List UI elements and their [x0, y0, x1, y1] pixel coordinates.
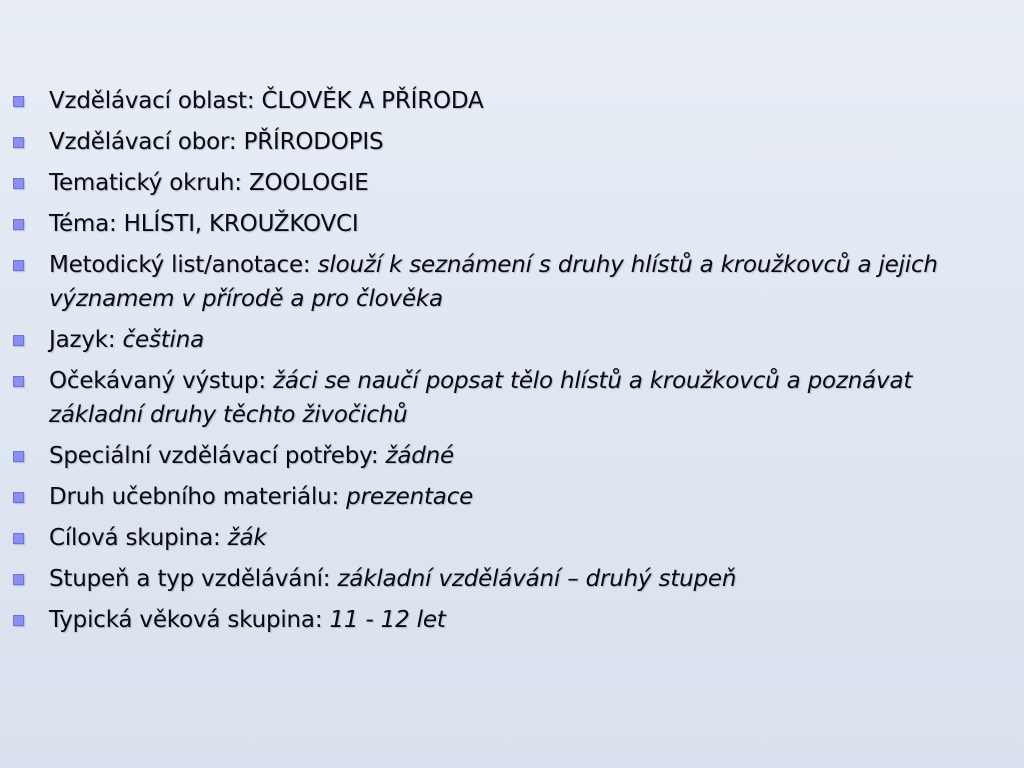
item-label: Metodický list/anotace: [49, 252, 318, 278]
item-label: Jazyk: [49, 327, 123, 353]
square-bullet-icon [13, 451, 24, 462]
item-label: Tematický okruh: [49, 170, 249, 196]
item-value: ZOOLOGIE [248, 170, 369, 196]
list-item-vzdelavaci-obor [8, 125, 988, 159]
list-item-jazyk [8, 323, 988, 357]
list-item-tema [8, 207, 988, 241]
item-value: slouží k seznámení s druhy hlístů a kroužkovců a jejich významem v přírodě a pro člověka [49, 252, 938, 312]
list-item-specialni-potreby [8, 439, 988, 473]
square-bullet-icon [13, 137, 24, 148]
square-bullet-icon [13, 533, 24, 544]
item-value: žák [227, 525, 267, 551]
item-label: Vzdělávací oblast: [49, 88, 262, 114]
list-item-druh-materialu [8, 480, 988, 514]
square-bullet-icon [13, 96, 24, 107]
list-item-ocekavany-vystup [8, 364, 988, 432]
item-label: Očekávaný výstup: [49, 368, 273, 394]
item-label: Druh učebního materiálu: [49, 484, 347, 510]
item-value: HLÍSTI, KROUŽKOVCI [123, 211, 359, 237]
list-item-vekova-skupina [8, 603, 988, 637]
item-label: Cílová skupina: [49, 525, 228, 551]
square-bullet-icon [13, 178, 24, 189]
square-bullet-icon [13, 260, 24, 271]
item-label: Speciální vzdělávací potřeby: [49, 443, 386, 469]
item-value: ČLOVĚK A PŘÍRODA [261, 88, 484, 114]
item-value: 11 - 12 let [329, 607, 446, 633]
square-bullet-icon [13, 335, 24, 346]
square-bullet-icon [13, 492, 24, 503]
item-value: PŘÍRODOPIS [243, 129, 384, 155]
item-value: čeština [122, 327, 205, 353]
item-value: žádné [385, 443, 455, 469]
item-value: základní vzdělávání – druhý stupeň [337, 566, 737, 592]
square-bullet-icon [13, 219, 24, 230]
square-bullet-icon [13, 615, 24, 626]
list-item-tematicky-okruh [8, 166, 988, 200]
list-item-vzdelavaci-oblast [8, 84, 988, 118]
list-item-stupen-typ [8, 562, 988, 596]
metadata-bullet-list [8, 84, 988, 644]
item-value: žáci se naučí popsat tělo hlístů a kroužkovců a poznávat základní druhy těchto živočichů [49, 368, 913, 428]
square-bullet-icon [13, 574, 24, 585]
square-bullet-icon [13, 376, 24, 387]
list-item-cilova-skupina [8, 521, 988, 555]
item-label: Vzdělávací obor: [49, 129, 244, 155]
item-label: Stupeň a typ vzdělávání: [49, 566, 338, 592]
item-value: prezentace [346, 484, 474, 510]
item-label: Téma: [49, 211, 124, 237]
item-label: Typická věková skupina: [49, 607, 330, 633]
list-item-metodicky-list [8, 248, 988, 316]
